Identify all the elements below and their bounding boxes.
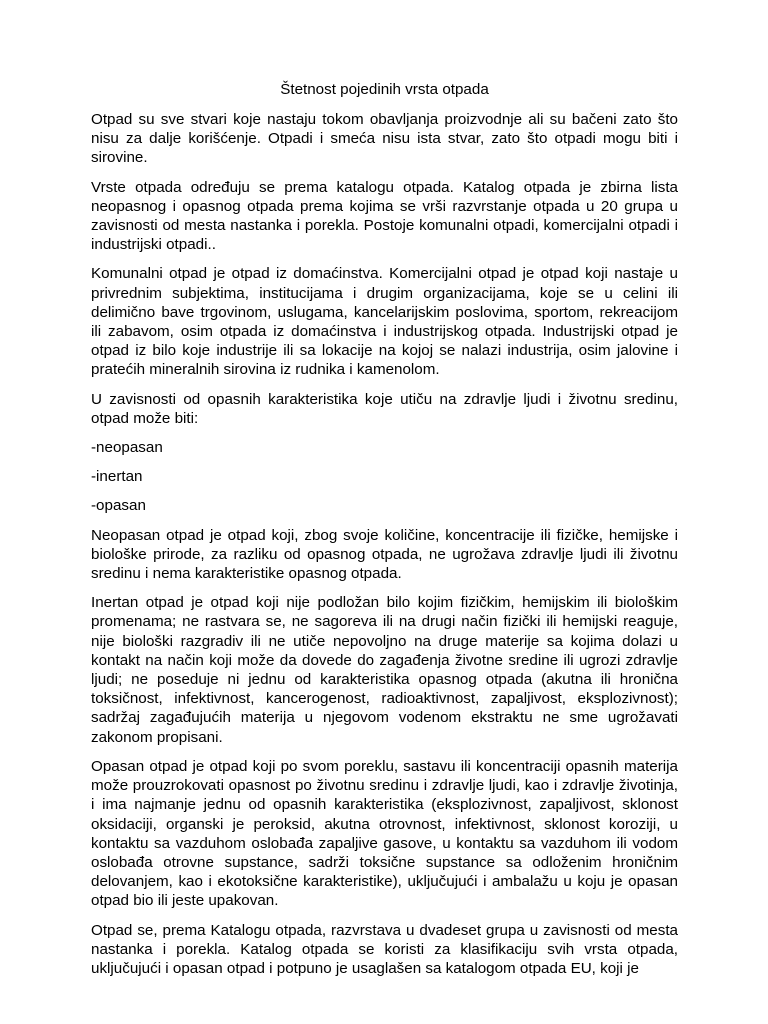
paragraph-catalog: Otpad se, prema Katalogu otpada, razvrstava u dvadeset grupa u zavisnosti od mesta nastanka i porekla. Katalog otpada se koristi za klasifikaciju svih vrsta otpada, uključujući i opasan otpad i potpuno je usaglašen sa katalogom otpada EU, koji je [91, 921, 678, 977]
paragraph-definition: Otpad su sve stvari koje nastaju tokom obavljanja proizvodnje ali su bačeni zato što nisu za dalje korišćenje. Otpadi i smeća nisu ista stvar, zato što otpadi mogu biti i sirovine. [91, 111, 678, 167]
paragraph-waste-types: Vrste otpada određuju se prema katalogu otpada. Katalog otpada je zbirna lista neopasnog i opasnog otpada prema kojima se vrši razvrstanje otpada u 20 grupa u zavisnosti od mesta nastanka i porekla. Postoje komunalni otpadi, komercijalni otpadi i industrijski otpadi.. [91, 178, 678, 254]
paragraph-non-hazardous: Neopasan otpad je otpad koji, zbog svoje količine, koncentracije ili fizičke, hemijske i biološke prirode, za razliku od opasnog otpada, ne ugrožava zdravlje ljudi ili životnu sredinu i nema karakteristike opasnog otpada. [91, 526, 678, 583]
paragraph-waste-categories: Komunalni otpad je otpad iz domaćinstva. Komercijalni otpad je otpad koji nastaje u privrednim subjektima, institucijama i drugim organizacijama, koje se u celini ili delimično bave trgovinom, uslugama, kancelarijskim poslovima, sportom, rekreacijom ili zabavom, osim otpada iz domaćinstva i industrijskog otpada. Industrijski otpad je otpad iz bilo koje industrije ili sa lokacije na kojoj se nalazi industrija, osim jalovine i pratećih mineralnih sirovina iz rudnika i kamenolom. [91, 265, 678, 379]
list-item-opasan: -opasan [91, 497, 146, 515]
document-title: Štetnost pojedinih vrsta otpada [280, 81, 489, 98]
list-item-neopasan: -neopasan [91, 439, 163, 457]
list-item-inertan: -inertan [91, 468, 143, 486]
paragraph-hazardous: Opasan otpad je otpad koji po svom poreklu, sastavu ili koncentraciji opasnih materija može prouzrokovati opasnost po životnu sredinu i zdravlje ljudi, kao i zdravlje životinja, i ima najmanje jednu od opasnih karakteristika (eksplozivnost, zapaljivost, sklonost oksidaciji, organski je peroksid, akutna otrovnost, infektivnost, sklonost koroziji, u kontaktu sa vazduhom oslobađa zapaljive gasove, u kontaktu sa vazduhom ili vodom oslobađa otrovne supstance, sadrži toksične supstance sa odloženim hroničnim delovanjem, kao i ekotoksične karakteristike), uključujući i ambalažu u koju je opasan otpad bio ili jeste upakovan. [91, 757, 678, 910]
paragraph-hazard-intro: U zavisnosti od opasnih karakteristika koje utiču na zdravlje ljudi i životnu sredinu, otpad može biti: [91, 390, 678, 427]
paragraph-inert: Inertan otpad je otpad koji nije podložan bilo kojim fizičkim, hemijskim ili biološkim promenama; ne rastvara se, ne sagoreva ili na drugi način fizički ili hemijski reaguje, nije biološki razgradiv ili ne utiče nepovoljno na druge materije sa kojima dolazi u kontakt na način koji može da dovede do zagađenja životne sredine ili ugrozi zdravlje ljudi; ne poseduje ni jednu od karakteristika opasnog otpada (akutna ili hronična toksičnost, infektivnost, kancerogenost, radioaktivnost, zapaljivost, eksplozivnost); sadržaj zagađujućih materija u njegovom vodenom ekstraktu ne sme ugrožavati zakonom propisani. [91, 594, 678, 746]
